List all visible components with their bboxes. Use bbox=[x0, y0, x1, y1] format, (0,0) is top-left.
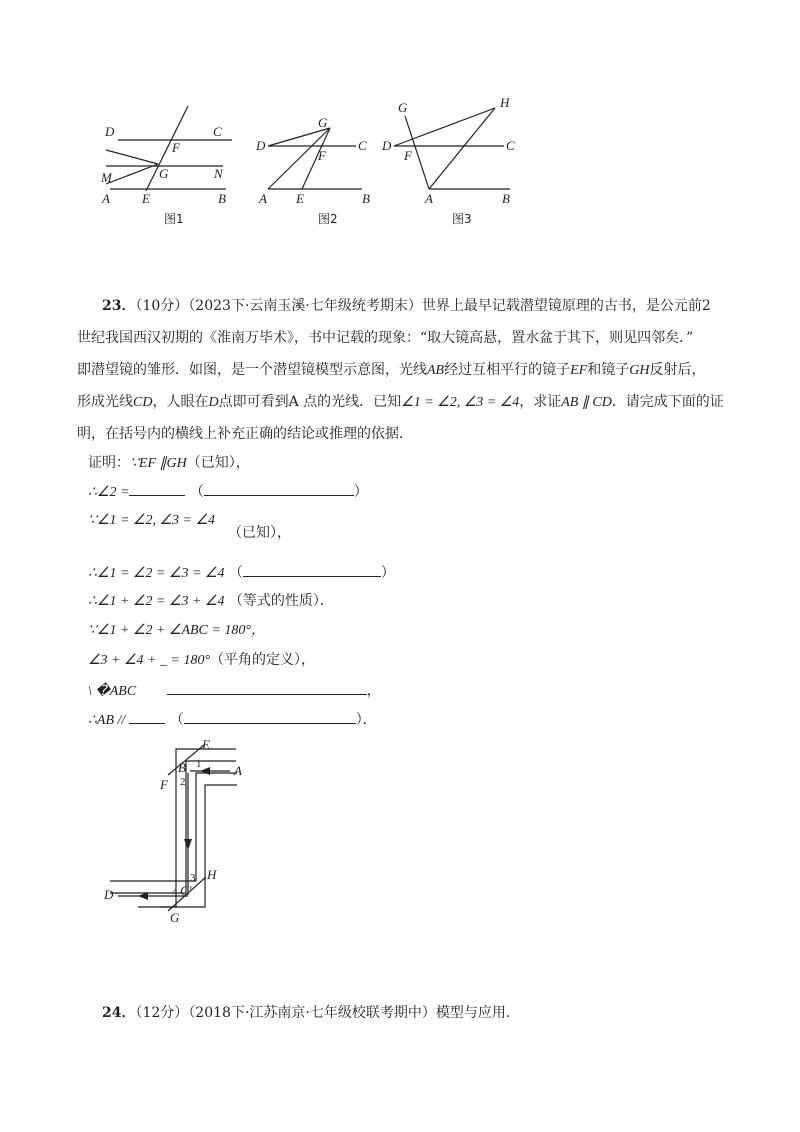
fig2-label-g: G bbox=[318, 115, 328, 130]
q24-number: 24． bbox=[102, 1005, 136, 1021]
fig3-label-a: A bbox=[425, 191, 433, 206]
fig1-label-m: M bbox=[101, 170, 112, 185]
q24-points: （12分） bbox=[135, 1005, 189, 1021]
answer-blank-angle-abc[interactable] bbox=[167, 680, 367, 695]
q24-line bbox=[102, 1003, 510, 1023]
q23-line3: 即潜望镜的雏形．如图，是一个潜望镜模型示意图，光线AB经过互相平行的镜子EF和镜子GH反射后， bbox=[77, 362, 706, 378]
q23-text-1: 世界上最早记载潜望镜原理的古书，是公元前2 bbox=[421, 298, 711, 314]
fig1-label-c: C bbox=[213, 124, 222, 139]
fig1-caption: 图1 bbox=[164, 212, 184, 226]
proof-line-2: ∴∠2 = （ ） bbox=[88, 481, 368, 503]
diagram-label-h: H bbox=[207, 867, 217, 882]
answer-blank-reason-1[interactable] bbox=[204, 481, 354, 496]
fig2-caption: 图2 bbox=[318, 212, 338, 226]
answer-blank-angle2[interactable] bbox=[129, 481, 185, 496]
diagram-label-c: C' bbox=[180, 883, 192, 898]
diagram-label-angle4: 4 bbox=[172, 886, 178, 898]
fig2-label-c: C bbox=[358, 138, 367, 153]
answer-blank-parallel[interactable] bbox=[129, 709, 165, 724]
diagram-label-f: F bbox=[160, 777, 168, 792]
fig1-label-a: A bbox=[102, 191, 110, 206]
proof-line-4: ∴∠1 = ∠2 = ∠3 = ∠4 （ ） bbox=[88, 562, 395, 584]
diagram-label-e: E bbox=[202, 737, 210, 752]
diagram-label-d: D bbox=[104, 887, 114, 902]
fig1-label-e: E bbox=[142, 191, 150, 206]
fig3-label-b: B bbox=[502, 191, 510, 206]
q23-line1 bbox=[102, 296, 711, 316]
fig2-label-d: D bbox=[256, 138, 266, 153]
q23-line5: 明，在括号内的横线上补充正确的结论或推理的依据． bbox=[77, 426, 413, 442]
fig3-label-h: H bbox=[500, 95, 510, 110]
fig2-label-b: B bbox=[362, 191, 370, 206]
fig1-label-b: B bbox=[218, 191, 226, 206]
proof-line-5: ∴∠1 + ∠2 = ∠3 + ∠4 （等式的性质）． bbox=[88, 593, 334, 609]
diagram-label-angle2: 2 bbox=[180, 776, 186, 788]
diagram-label-angle1: 1 bbox=[196, 758, 202, 770]
q24-source: （2018下·江苏南京·七年级校联考期中） bbox=[188, 1005, 436, 1021]
fig3-label-d: D bbox=[382, 138, 392, 153]
q23-line4: 形成光线CD，人眼在D点即可看到A 点的光线．已知∠1 = ∠2, ∠3 = ∠4，求证AB ∥ CD．请完成下面的证 bbox=[77, 394, 724, 410]
figure-2 bbox=[268, 128, 362, 189]
answer-blank-reason-2[interactable] bbox=[243, 562, 381, 577]
fig1-label-g: G bbox=[159, 166, 169, 181]
answer-blank-reason-3[interactable] bbox=[184, 709, 356, 724]
diagram-label-b: B bbox=[178, 760, 186, 775]
fig2-label-f: F bbox=[318, 148, 326, 163]
fig1-label-f: F bbox=[172, 140, 180, 155]
fig1-label-d: D bbox=[105, 124, 115, 139]
proof-line-3: ∵∠1 = ∠2, ∠3 = ∠4 bbox=[88, 513, 216, 528]
q23-source: （2023下·云南玉溪·七年级统考期末） bbox=[188, 298, 422, 314]
fig1-label-n: N bbox=[214, 166, 223, 181]
proof-line-3-note: （已知）， bbox=[228, 525, 291, 541]
proof-line-6: ∵∠1 + ∠2 + ∠ABC = 180°， bbox=[88, 623, 265, 638]
proof-line-1: 证明：∵EF ∥GH（已知）， bbox=[88, 455, 250, 471]
proof-line-7: ∠3 + ∠4 + _ = 180°（平角的定义）， bbox=[88, 652, 316, 668]
q23-number: 23． bbox=[102, 298, 136, 314]
diagram-label-angle3: 3 bbox=[190, 872, 196, 884]
periscope-diagram bbox=[0, 735, 300, 925]
geometry-figures bbox=[0, 0, 800, 235]
q23-points: （10分） bbox=[135, 298, 189, 314]
q24-text: 模型与应用. bbox=[435, 1005, 511, 1021]
fig3-label-g: G bbox=[398, 100, 408, 115]
proof-line-9: ∴AB // （ ）． bbox=[88, 709, 377, 731]
fig2-label-e: E bbox=[296, 191, 304, 206]
diagram-label-a: A bbox=[234, 763, 242, 778]
fig3-label-c: C bbox=[506, 138, 515, 153]
diagram-label-g: G bbox=[170, 910, 180, 925]
proof-line-8: \ �ABC ， bbox=[88, 680, 381, 702]
fig3-label-f: F bbox=[404, 148, 412, 163]
fig3-caption: 图3 bbox=[452, 212, 472, 226]
q23-line2: 世纪我国西汉初期的《淮南万毕术》，书中记载的现象：“取大镜高悬，置水盆于其下，则见四邻矣．” bbox=[77, 330, 694, 346]
fig2-label-a: A bbox=[259, 191, 267, 206]
